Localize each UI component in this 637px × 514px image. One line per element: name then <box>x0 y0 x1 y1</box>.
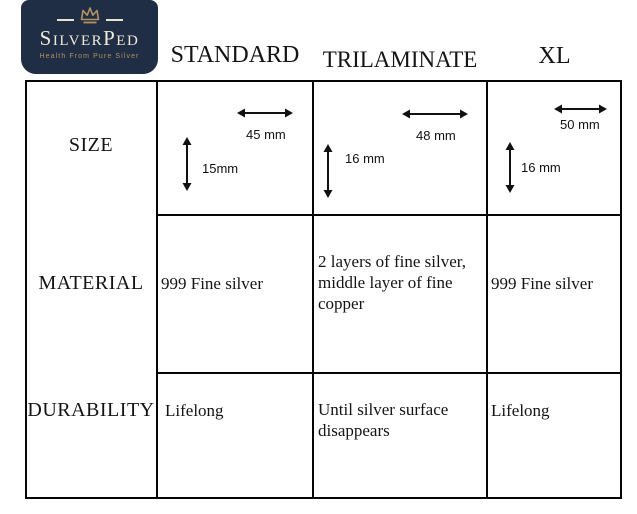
row-label-size: SIZE <box>68 134 114 156</box>
material-cell-trilaminate: 2 layers of fine silver, middle layer of fine copper <box>318 252 467 313</box>
height-dimension-label: 15mm <box>202 161 239 176</box>
column-header-standard: STANDARD <box>170 42 300 68</box>
table-gridline-vertical-2 <box>312 80 314 499</box>
durability-cell-standard: Lifelong <box>165 401 224 420</box>
durability-cell-trilaminate: Until silver surface disappears <box>318 400 449 440</box>
width-dimension-label: 45 mm <box>246 127 286 142</box>
crown-ornament <box>57 5 123 25</box>
height-dimension-label: 16 mm <box>345 151 385 166</box>
durability-cell-xl: Lifelong <box>491 401 550 420</box>
table-gridline-horizontal-2 <box>156 372 622 374</box>
width-arrow-icon <box>553 103 608 115</box>
brand-logo <box>21 0 158 74</box>
row-label-durability: DURABILITY <box>27 399 155 421</box>
brand-tagline: Health From Pure Silver <box>39 53 140 61</box>
width-dimension-label: 48 mm <box>416 128 456 143</box>
height-arrow-icon <box>504 141 516 194</box>
width-dimension-label: 50 mm <box>560 117 600 132</box>
material-cell-xl: 999 Fine silver <box>491 274 593 293</box>
width-arrow-icon <box>401 108 469 120</box>
height-arrow-icon <box>181 136 193 192</box>
material-cell-standard: 999 Fine silver <box>161 274 263 293</box>
height-arrow-icon <box>322 143 334 199</box>
crown-icon <box>79 6 101 25</box>
crown-left-line <box>57 19 74 21</box>
column-header-xl: XL <box>538 43 571 69</box>
height-dimension-label: 16 mm <box>521 160 561 175</box>
table-gridline-horizontal-1 <box>156 214 622 216</box>
table-gridline-vertical-3 <box>486 80 488 499</box>
width-arrow-icon <box>236 107 294 119</box>
column-header-trilaminate: TRILAMINATE <box>322 47 478 72</box>
row-label-material: MATERIAL <box>38 272 144 294</box>
crown-right-line <box>106 19 123 21</box>
brand-name: SilverPed <box>39 26 140 50</box>
